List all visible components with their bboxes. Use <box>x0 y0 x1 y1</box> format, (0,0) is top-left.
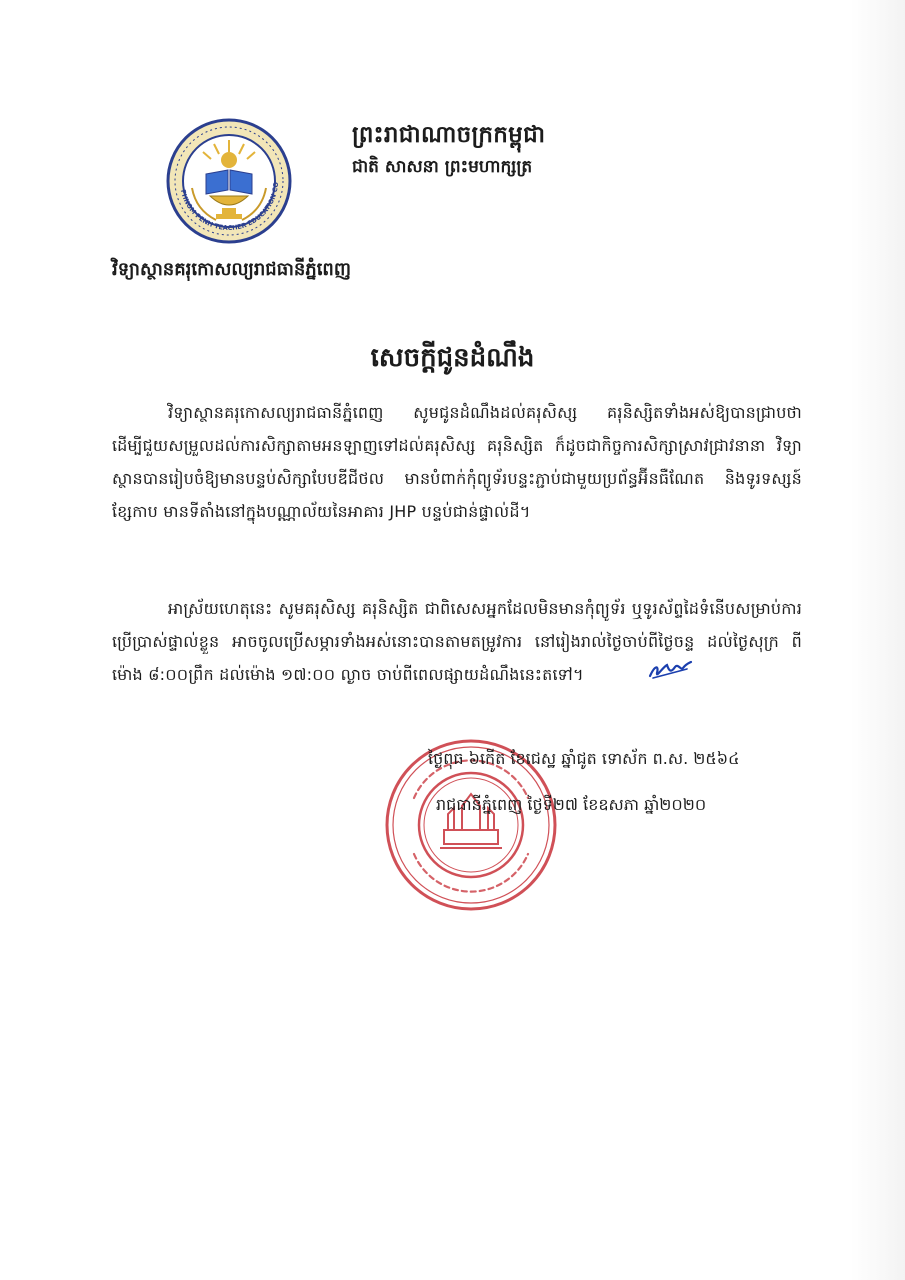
kingdom-title: ព្រះរាជាណាចក្រកម្ពុជា <box>352 122 546 148</box>
lunar-date: ថ្ងៃពុធ ៦កើត ខែជេស្ឋ ឆ្នាំជូត ទោស័ក ព.ស. ២៥៦៤ <box>428 749 740 768</box>
document-title: សេចក្តីជូនដំណឹង <box>370 343 535 373</box>
notice-paragraph-2 <box>112 592 802 692</box>
notice-paragraph-1: វិទ្យាស្ថានគរុកោសល្យរាជធានីភ្នំពេញ សូមជូនដំណឹងដល់គរុសិស្ស គរុនិស្សិតទាំងអស់ឱ្យបានជ្រាបថា ដើម្បីជួយសម្រួលដល់ការសិក្សាតាមអនឡាញទៅដល់គរុសិស្ស គរុនិស្សិត ក៏ដូចជាកិច្ចការសិក្សាស្រាវជ្រាវនានា វិទ្យាស្ថានបានរៀបចំឱ្យមានបន្ទប់សិក្សាបែបឌីជីថល មានបំពាក់កុំព្យូទ័របន្ទះភ្ជាប់ជាមួយប្រព័ន្ធអ៊ីនធឺណែត និងទូរទស្សន៍ខ្សែកាប មានទីតាំងនៅក្នុងបណ្ណាល័យនៃអាគារ JHP បន្ទប់ជាន់ផ្ទាល់ដី។ <box>112 403 802 521</box>
notice-paragraph-2-text: អាស្រ័យហេតុនេះ សូមគរុសិស្ស គរុនិស្សិត ជាពិសេសអ្នកដែលមិនមានកុំព្យូទ័រ ឬទូរស័ព្ទដៃទំនើបសម្រាប់ការប្រើប្រាស់ផ្ទាល់ខ្លួន អាចចូលប្រើសម្ភារទាំងអស់នោះបានតាមតម្រូវការ នៅរៀងរាល់ថ្ងៃចាប់ពីថ្ងៃចន្ទ ដល់ថ្ងៃសុក្រ ពីម៉ោង ៨:០០ព្រឹក ដល់ម៉ោង ១៧:០០ ល្ងាច ចាប់ពីពេលផ្សាយដំណឹងនេះតទៅ។ <box>112 599 802 684</box>
national-header <box>352 120 672 182</box>
logo-ring-text: PHNOM PENH TEACHER EDUCATION CO <box>178 181 281 233</box>
institution-name: វិទ្យាស្ថានគរុកោសល្យរាជធានីភ្នំពេញ <box>112 259 351 280</box>
solar-date: រាជធានីភ្នំពេញ ថ្ងៃទី២៧ ខែឧសភា ឆ្នាំ២០២០ <box>436 795 707 814</box>
national-motto: ជាតិ សាសនា ព្រះមហាក្សត្រ <box>352 157 533 177</box>
handwritten-initials <box>591 659 693 692</box>
institution-logo <box>166 118 292 244</box>
